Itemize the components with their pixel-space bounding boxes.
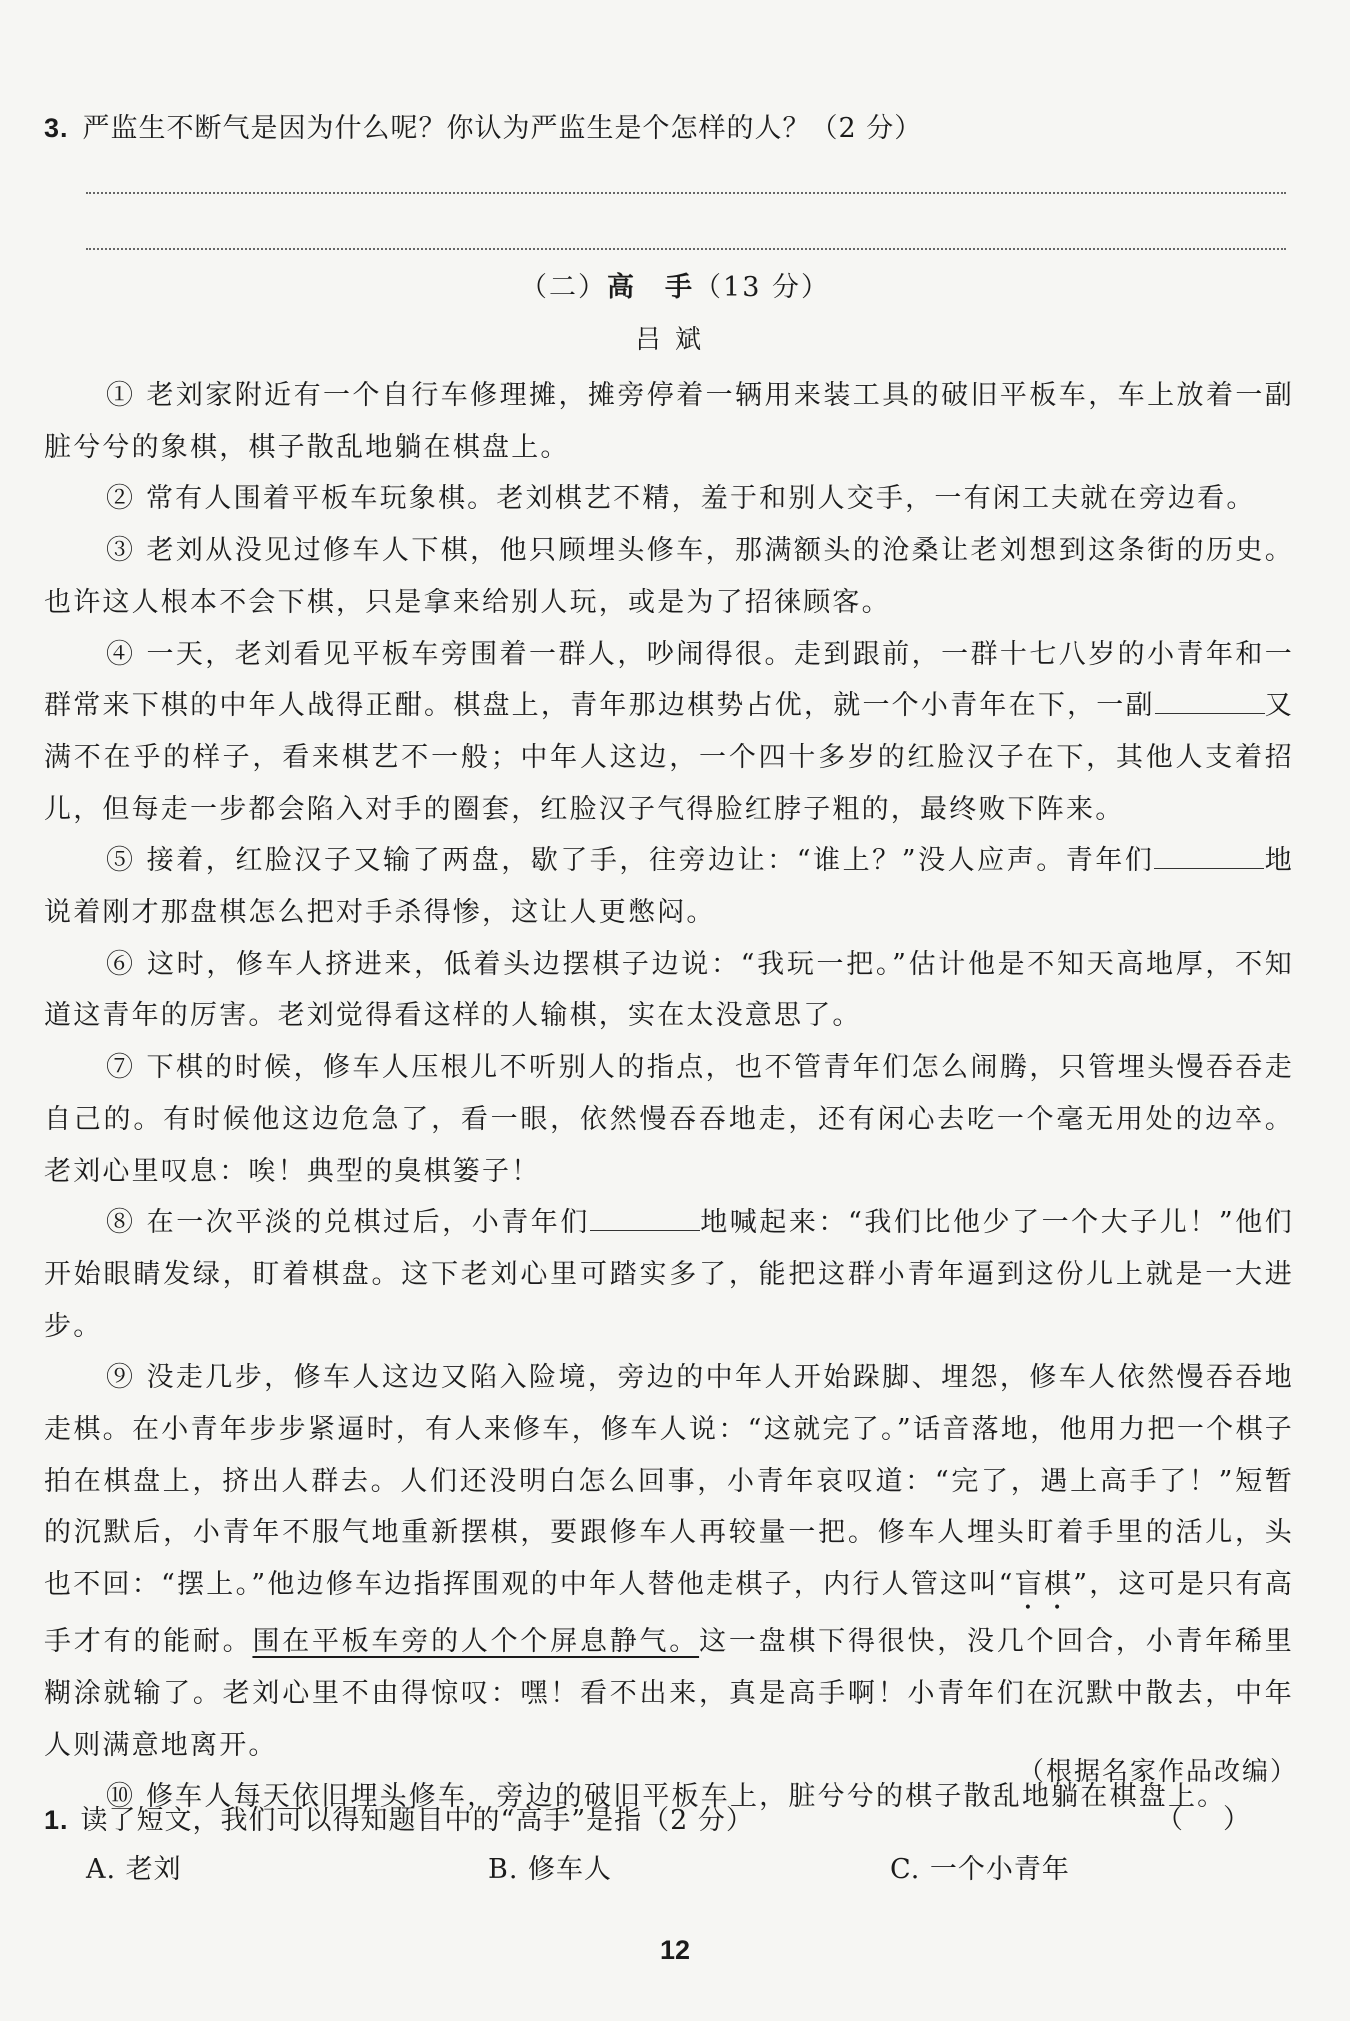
underlined-sentence: 围在平板车旁的人个个屏息静气。: [252, 1626, 700, 1658]
paragraph-text: ⑦ 下棋的时候，修车人压根儿不听别人的指点，也不管青年们怎么闹腾，只管埋头慢吞吞走自己的。有时候他这边危急了，看一眼，依然慢吞吞地走，还有闲心去吃一个毫无用处的边卒。老刘心里叹息：唉！典型的臭棋篓子！: [44, 1052, 1294, 1187]
paragraph-text: ⑥ 这时，修车人挤进来，低着头边摆棋子边说：“我玩一把。”估计他是不知天高地厚，不知道这青年的厉害。老刘觉得看这样的人输棋，实在太没意思了。: [44, 948, 1294, 1032]
answer-parentheses[interactable]: （）: [1156, 1804, 1290, 1835]
paragraph-1: [44, 370, 1294, 473]
paragraph-text: ⑨ 没走几步，修车人这边又陷入险境，旁边的中年人开始跺脚、埋怨，修车人依然慢吞吞地走棋。在小青年步步紧逼时，有人来修车，修车人说：“这就完了。”话音落地，他用力把一个棋子拍在棋盘上，挤出人群去。人们还没明白怎么回事，小青年哀叹道：“完了，遇上高手了！”短暂的沉默后，小青年不服气地重新摆棋，要跟修车人再较量一把。修车人埋头盯着手里的活儿，头也不回：“摆上。”他边修车边指挥围观的中年人替他走棋子，内行人管这叫“: [44, 1362, 1294, 1601]
option-a[interactable]: A. 老刘: [86, 1854, 182, 1885]
paragraph-8: [44, 1197, 1294, 1352]
paragraph-text: 又满不在乎的样子，看来棋艺不一般；中年人这边，一个四十多岁的红脸汉子在下，其他人支着招儿，但每走一步都会陷入对手的圈套，红脸汉子气得脸红脖子粗的，最终败下阵来。: [44, 690, 1294, 825]
paragraph-9: [44, 1352, 1294, 1771]
paragraph-5: [44, 835, 1294, 938]
section-score: （13 分）: [694, 272, 830, 303]
option-b[interactable]: B. 修车人: [488, 1854, 613, 1885]
question-3-text: 严监生不断气是因为什么呢？你认为严监生是个怎样的人？（2 分）: [82, 113, 923, 144]
question-1-number: 1.: [44, 1805, 69, 1835]
question-3-number: 3.: [44, 113, 69, 143]
answer-line-1: [86, 192, 1286, 194]
question-3: [44, 108, 922, 149]
paragraph-6: [44, 939, 1294, 1042]
question-1-text: 读了短文，我们可以得知题目中的“高手”是指（2 分）: [80, 1805, 754, 1836]
fill-blank-2[interactable]: [1154, 844, 1264, 869]
paragraph-7: [44, 1042, 1294, 1197]
paragraph-4: [44, 629, 1294, 836]
paragraph-text: 这一盘棋下得很快，没几个回合，小青年稀里糊涂就输了。老刘心里不由得惊叹：嘿！看不出来，真是高手啊！小青年们在沉默中散去，中年人则满意地离开。: [44, 1626, 1295, 1761]
answer-line-2: [86, 248, 1286, 250]
author: 吕斌: [634, 325, 715, 355]
paragraph-text: ④ 一天，老刘看见平板车旁围着一群人，吵闹得很。走到跟前，一群十七八岁的小青年和一群常来下棋的中年人战得正酣。棋盘上，青年那边棋势占优，就一个小青年在下，一副: [44, 638, 1294, 722]
source-note: （根据名家作品改编）: [1017, 1757, 1298, 1787]
paragraph-text: ”，这可是只有高手才有的能耐。: [44, 1569, 1295, 1658]
paragraph-3: [44, 525, 1294, 628]
paragraph-text: ⑩ 修车人每天依旧埋头修车，旁边的破旧平板车上，脏兮兮的棋子散乱地躺在棋盘上。: [106, 1781, 1227, 1813]
emphasized-char-qi: 棋: [1043, 1569, 1074, 1601]
section-main-title: 高 手: [607, 272, 695, 303]
paragraph-text: ② 常有人围着平板车玩象棋。老刘棋艺不精，羞于和别人交手，一有闲工夫就在旁边看。: [106, 483, 1256, 515]
paragraph-text: ⑤ 接着，红脸汉子又输了两盘，歇了手，往旁边让：“谁上？”没人应声。青年们: [106, 845, 1155, 877]
section-prefix: （二）: [520, 272, 608, 303]
paragraph-2: [44, 473, 1294, 525]
paragraph-text: 地喊起来：“我们比他少了一个大子儿！”他们开始眼睛发绿，盯着棋盘。这下老刘心里可踏实多了，能把这群小青年逼到这份儿上就是一大进步。: [44, 1207, 1294, 1342]
option-c[interactable]: C. 一个小青年: [890, 1854, 1070, 1885]
article-body: [44, 370, 1294, 1823]
paragraph-text: 地说着刚才那盘棋怎么把对手杀得惨，这让人更憋闷。: [44, 845, 1295, 929]
section-title: [0, 268, 1350, 308]
fill-blank-3[interactable]: [590, 1206, 700, 1231]
question-1: [44, 1800, 1294, 1841]
paragraph-text: ③ 老刘从没见过修车人下棋，他只顾埋头修车，那满额头的沧桑让老刘想到这条街的历史。也许这人根本不会下棋，只是拿来给别人玩，或是为了招徕顾客。: [44, 535, 1294, 618]
page-number: 12: [659, 1935, 691, 1965]
emphasized-char-mang: 盲: [1014, 1569, 1044, 1601]
paragraph-text: ① 老刘家附近有一个自行车修理摊，摊旁停着一辆用来装工具的破旧平板车，车上放着一副脏兮兮的象棋，棋子散乱地躺在棋盘上。: [44, 380, 1294, 463]
paragraph-text: ⑧ 在一次平淡的兑棋过后，小青年们: [106, 1207, 590, 1239]
fill-blank-1[interactable]: [1155, 689, 1265, 714]
